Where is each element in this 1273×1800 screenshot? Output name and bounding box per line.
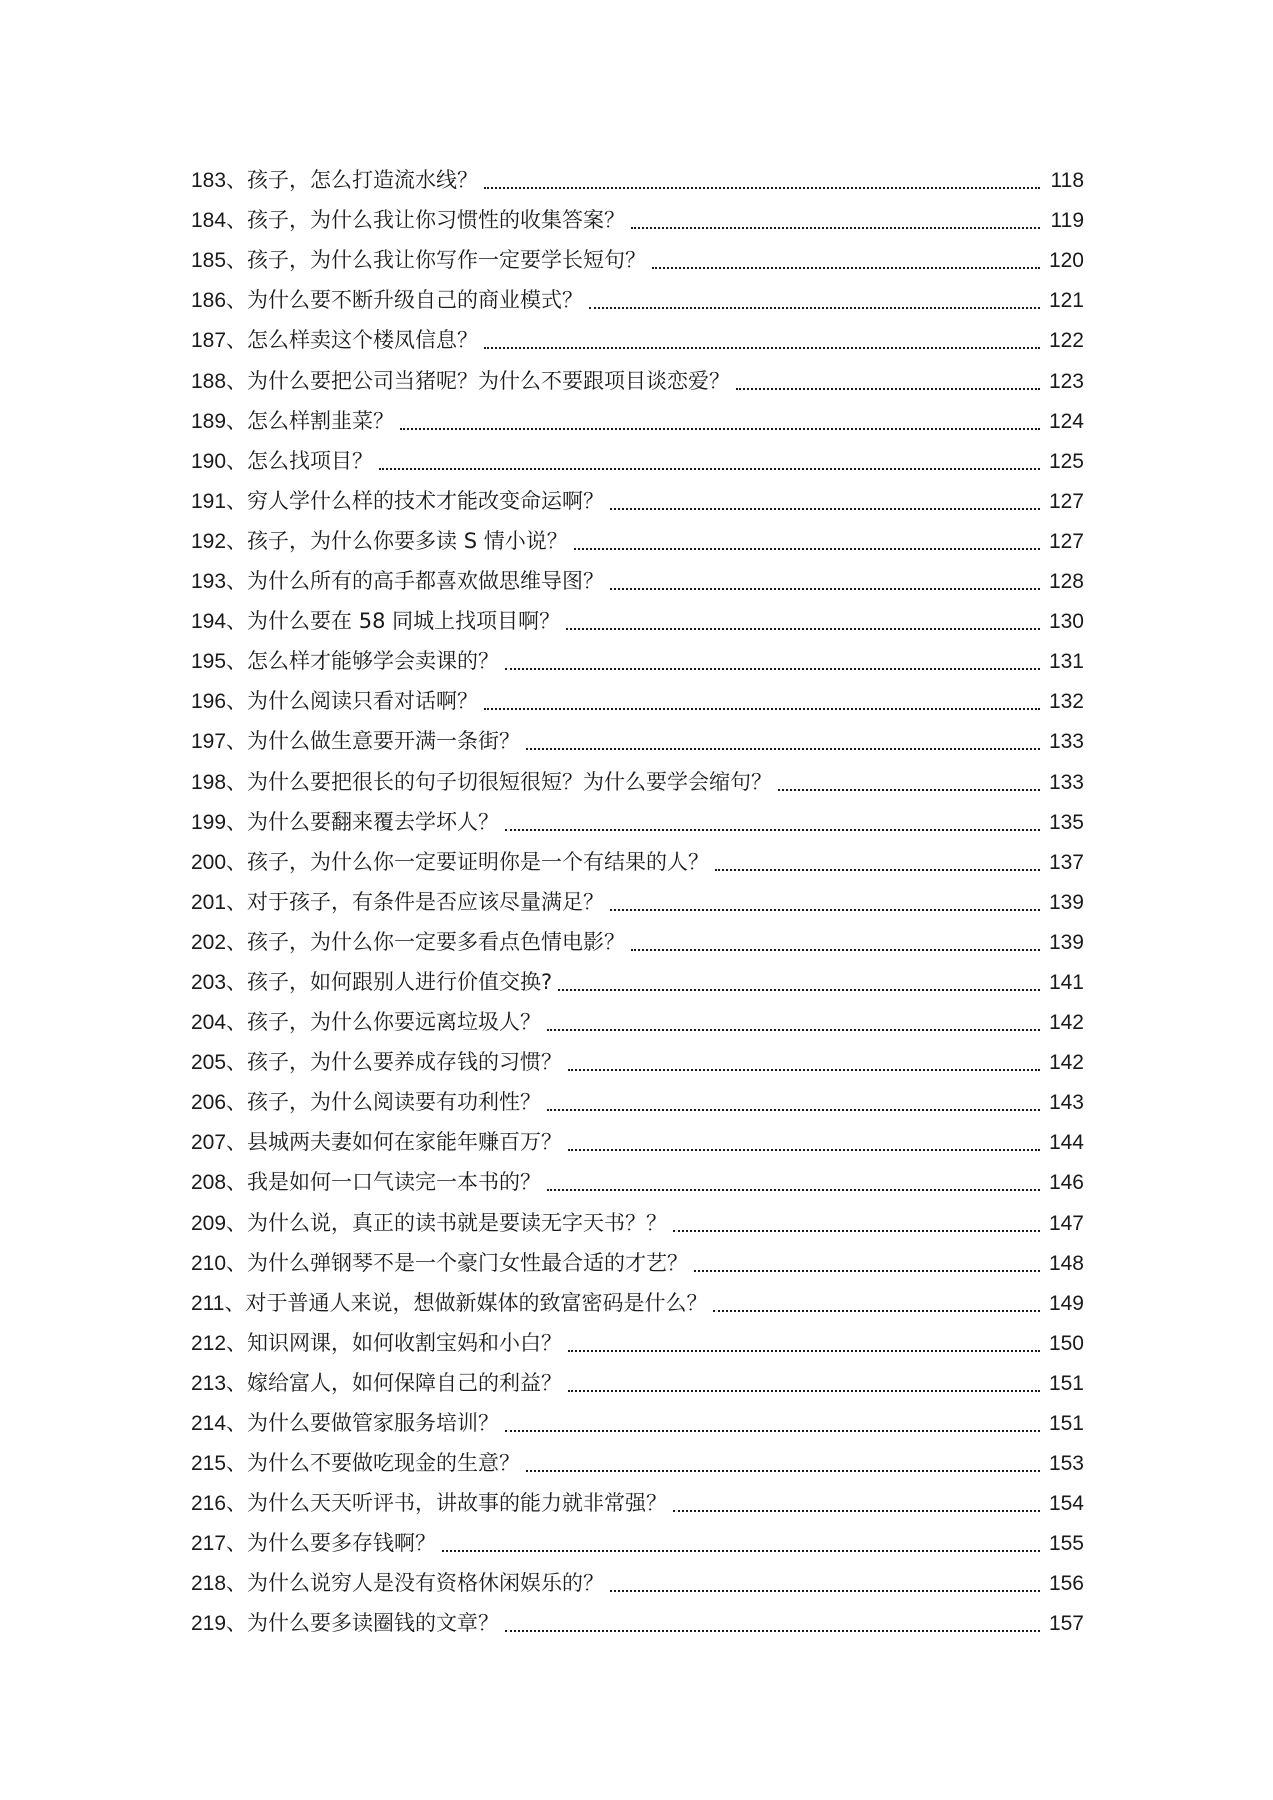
toc-page-number: 150: [1048, 1331, 1084, 1355]
toc-entry-number: 202: [191, 930, 227, 954]
toc-dot-leader: [568, 1384, 1040, 1392]
toc-entry-title: 、怎么样割韭菜？: [226, 408, 395, 433]
toc-entry[interactable]: [191, 195, 1084, 235]
toc-page-number: 124: [1048, 409, 1084, 433]
toc-dot-leader: [505, 662, 1040, 670]
toc-entry-heading: [191, 1209, 667, 1238]
toc-entry-heading: [191, 1489, 667, 1518]
toc-page-number: 135: [1048, 810, 1084, 834]
toc-page-number: 157: [1048, 1612, 1084, 1636]
toc-entry-number: 211: [191, 1291, 225, 1315]
toc-entry[interactable]: [191, 636, 1084, 676]
toc-entry[interactable]: [191, 1518, 1084, 1558]
toc-entry-number: 218: [191, 1572, 227, 1596]
toc-page-number: 139: [1048, 930, 1084, 954]
toc-page-number: 127: [1048, 489, 1084, 513]
toc-entry-title: 、怎么样才能够学会卖课的？: [226, 649, 500, 674]
toc-entry-title: 、为什么弹钢琴不是一个豪门女性最合适的才艺？: [226, 1250, 689, 1275]
toc-dot-leader: [400, 422, 1040, 430]
toc-dot-leader: [631, 221, 1040, 229]
toc-entry-heading: [191, 1128, 562, 1157]
toc-entry[interactable]: [191, 797, 1084, 837]
toc-entry-number: 196: [191, 690, 227, 714]
toc-entry-number: 212: [191, 1331, 227, 1355]
toc-entry-number: 188: [191, 369, 227, 393]
toc-entry-heading: [191, 808, 499, 837]
toc-dot-leader: [568, 1143, 1040, 1151]
toc-dot-leader: [484, 341, 1040, 349]
toc-entry-title: 、嫁给富人，如何保障自己的利益？: [226, 1370, 563, 1395]
toc-entry-number: 184: [191, 209, 227, 233]
toc-dot-leader: [673, 1224, 1040, 1232]
toc-dot-leader: [778, 783, 1040, 791]
toc-entry-heading: [191, 487, 604, 516]
toc-page-number: 148: [1048, 1251, 1084, 1275]
toc-dot-leader: [736, 382, 1040, 390]
toc-entry[interactable]: [191, 556, 1084, 596]
toc-entry[interactable]: [191, 716, 1084, 756]
toc-page-number: 142: [1048, 1011, 1084, 1035]
toc-entry-number: 200: [191, 850, 227, 874]
toc-entry[interactable]: [191, 1278, 1084, 1318]
toc-entry[interactable]: [191, 596, 1084, 636]
toc-entry-heading: [191, 888, 604, 917]
toc-entry-title: 、为什么要做管家服务培训？: [226, 1411, 500, 1435]
toc-dot-leader: [715, 863, 1040, 871]
toc-page-number: 153: [1048, 1452, 1084, 1476]
toc-entry-number: 210: [191, 1251, 227, 1275]
toc-entry-number: 197: [191, 730, 227, 754]
toc-entry[interactable]: [191, 275, 1084, 315]
toc-dot-leader: [547, 1183, 1040, 1191]
toc-dot-leader: [484, 181, 1040, 189]
toc-page-number: 133: [1048, 770, 1084, 794]
toc-page-number: 146: [1048, 1171, 1084, 1195]
toc-entry-heading: [191, 527, 568, 556]
toc-entry-number: 206: [191, 1091, 227, 1115]
toc-entry-number: 189: [191, 409, 227, 433]
toc-entry-title: 、怎么找项目？: [226, 448, 374, 473]
toc-entry-number: 190: [191, 449, 227, 473]
toc-entry-number: 209: [191, 1211, 227, 1235]
toc-entry-title: 、我是如何一口气读完一本书的？: [226, 1170, 542, 1195]
toc-dot-leader: [568, 1344, 1040, 1352]
toc-page-number: 139: [1048, 890, 1084, 914]
toc-entry[interactable]: [191, 396, 1084, 436]
toc-entry-number: 204: [191, 1011, 227, 1035]
toc-dot-leader: [694, 1264, 1040, 1272]
toc-entry-title: 、对于普通人来说，想做新媒体的致富密码是什么？: [224, 1290, 708, 1315]
toc-page-number: 151: [1048, 1412, 1084, 1435]
toc-page-number: 149: [1048, 1291, 1084, 1315]
toc-page-number: 123: [1048, 369, 1084, 393]
toc-entry[interactable]: [191, 756, 1084, 796]
toc-entry-title: 、为什么要把公司当猪呢？为什么不要跟项目谈恋爱？: [226, 368, 731, 393]
toc-entry-title: 、为什么要多存钱啊？: [226, 1531, 437, 1556]
toc-dot-leader: [442, 1544, 1040, 1552]
toc-entry[interactable]: [191, 1117, 1084, 1157]
toc-entry-heading: [191, 1088, 541, 1117]
toc-page-number: 156: [1048, 1572, 1084, 1596]
toc-dot-leader: [505, 1424, 1040, 1432]
toc-entry-number: 214: [191, 1412, 227, 1435]
toc-entry-title: 、为什么天天听评书，讲故事的能力就非常强？: [226, 1491, 668, 1516]
toc-entry[interactable]: [191, 837, 1084, 877]
toc-dot-leader: [526, 1464, 1040, 1472]
toc-entry-heading: [191, 286, 583, 315]
toc-entry-title: 、为什么要翻来覆去学坏人？: [226, 809, 500, 834]
toc-dot-leader: [505, 823, 1040, 831]
toc-entry[interactable]: [191, 516, 1084, 556]
toc-dot-leader: [631, 943, 1040, 951]
toc-dot-leader: [547, 1103, 1040, 1111]
toc-entry-heading: [191, 367, 730, 396]
toc-entry-number: 208: [191, 1171, 227, 1195]
toc-page-number: 120: [1048, 249, 1084, 273]
toc-entry-heading: [191, 768, 772, 797]
toc-entry-title: 、孩子，为什么你要多读 S 情小说？: [226, 528, 568, 553]
toc-entry-title: 、为什么要把很长的句子切很短很短？为什么要学会缩句？: [226, 769, 773, 794]
toc-entry-number: 207: [191, 1131, 227, 1155]
toc-dot-leader: [547, 1023, 1040, 1031]
toc-entry-number: 203: [191, 970, 227, 994]
toc-dot-leader: [566, 622, 1040, 630]
toc-entry[interactable]: [191, 1157, 1084, 1197]
toc-page-number: 154: [1048, 1492, 1084, 1516]
toc-entry-number: 198: [191, 770, 227, 794]
toc-entry-title: 、为什么做生意要开满一条街？: [226, 729, 521, 754]
toc-entry-heading: [191, 687, 478, 716]
toc-entry-heading: [191, 1609, 499, 1638]
toc-dot-leader: [558, 983, 1040, 991]
toc-dot-leader: [652, 261, 1040, 269]
toc-entry[interactable]: [191, 1598, 1084, 1638]
toc-page-number: 119: [1050, 209, 1084, 233]
toc-entry-title: 、县城两夫妻如何在家能年赚百万？: [226, 1130, 563, 1155]
toc-entry-title: 、孩子，为什么你一定要证明你是一个有结果的人？: [226, 849, 710, 874]
toc-page-number: 147: [1048, 1211, 1084, 1235]
toc-entry-title: 、孩子，为什么你要远离垃圾人？: [226, 1010, 542, 1035]
toc-entry-heading: [191, 1168, 541, 1197]
toc-entry[interactable]: [191, 1037, 1084, 1077]
toc-entry-title: 、为什么要不断升级自己的商业模式？: [226, 288, 584, 313]
toc-entry-heading: [191, 1249, 688, 1278]
table-of-contents: [191, 155, 1084, 1638]
toc-entry-heading: [191, 1008, 541, 1037]
toc-entry-heading: [191, 1369, 562, 1398]
toc-dot-leader: [589, 301, 1040, 309]
toc-page-number: 121: [1048, 289, 1084, 313]
toc-entry[interactable]: [191, 1197, 1084, 1237]
toc-entry[interactable]: [191, 1238, 1084, 1278]
toc-dot-leader: [610, 903, 1040, 911]
toc-entry-heading: [191, 1449, 520, 1478]
toc-entry-title: 、为什么说，真正的读书就是要读无字天书？？: [226, 1210, 668, 1235]
toc-page-number: 141: [1048, 970, 1084, 994]
toc-entry[interactable]: [191, 1318, 1084, 1358]
toc-entry-number: 193: [191, 570, 227, 594]
toc-page-number: 122: [1048, 329, 1084, 353]
toc-entry-title: 、为什么阅读只看对话啊？: [226, 689, 479, 714]
toc-entry[interactable]: [191, 917, 1084, 957]
toc-page-number: 125: [1048, 449, 1084, 473]
toc-entry[interactable]: [191, 1077, 1084, 1117]
toc-entry-heading: [191, 727, 520, 756]
toc-page-number: 118: [1050, 169, 1084, 193]
toc-entry-title: 、孩子，为什么你一定要多看点色情电影？: [226, 929, 626, 954]
toc-dot-leader: [713, 1304, 1040, 1312]
toc-dot-leader: [379, 462, 1040, 470]
toc-entry[interactable]: [191, 436, 1084, 476]
toc-dot-leader: [484, 702, 1040, 710]
toc-dot-leader: [673, 1504, 1040, 1512]
toc-entry-number: 199: [191, 810, 227, 834]
toc-entry-heading: [191, 567, 604, 596]
toc-entry[interactable]: [191, 155, 1084, 195]
toc-entry-number: 192: [191, 529, 227, 553]
toc-entry-heading: [191, 326, 478, 355]
toc-entry[interactable]: [191, 476, 1084, 516]
toc-entry-heading: [191, 647, 499, 676]
toc-page-number: 131: [1048, 650, 1084, 674]
toc-dot-leader: [574, 542, 1040, 550]
toc-entry-title: 、孩子，为什么我让你写作一定要学长短句？: [226, 248, 647, 273]
toc-entry[interactable]: [191, 997, 1084, 1037]
toc-entry-number: 216: [191, 1492, 227, 1516]
toc-dot-leader: [526, 742, 1040, 750]
toc-page-number: 133: [1048, 730, 1084, 754]
toc-entry-heading: [191, 1289, 707, 1318]
toc-page-number: 127: [1048, 529, 1084, 553]
toc-entry-title: 、为什么不要做吃现金的生意？: [226, 1451, 521, 1476]
toc-entry[interactable]: [191, 957, 1084, 997]
toc-page-number: 144: [1048, 1131, 1084, 1155]
toc-entry-heading: [191, 1529, 436, 1558]
toc-page-number: 143: [1048, 1091, 1084, 1115]
toc-entry-heading: [191, 246, 646, 275]
toc-page-number: 130: [1048, 610, 1084, 634]
toc-entry-number: 213: [191, 1371, 227, 1395]
toc-entry-title: 、怎么样卖这个楼凤信息？: [226, 328, 479, 353]
toc-page-number: 137: [1048, 850, 1084, 874]
toc-entry[interactable]: [191, 1358, 1084, 1398]
toc-entry-number: 187: [191, 329, 227, 353]
toc-entry-heading: [191, 968, 552, 997]
toc-entry-heading: [191, 1409, 499, 1438]
toc-entry-heading: [191, 1048, 562, 1077]
toc-entry[interactable]: [191, 1438, 1084, 1478]
toc-entry-title: 、为什么所有的高手都喜欢做思维导图？: [226, 569, 605, 594]
toc-page-number: 128: [1048, 570, 1084, 594]
toc-entry-number: 217: [191, 1532, 227, 1556]
toc-entry-heading: [191, 166, 478, 195]
toc-entry[interactable]: [191, 877, 1084, 917]
toc-dot-leader: [610, 1584, 1040, 1592]
toc-entry-heading: [191, 447, 373, 476]
toc-entry[interactable]: [191, 676, 1084, 716]
toc-entry-heading: [191, 607, 560, 636]
toc-page-number: 132: [1048, 690, 1084, 714]
toc-entry[interactable]: [191, 315, 1084, 355]
toc-page-number: 142: [1048, 1051, 1084, 1075]
toc-entry-number: 195: [191, 650, 227, 674]
toc-entry-title: 、为什么说穷人是没有资格休闲娱乐的？: [226, 1571, 605, 1596]
toc-dot-leader: [568, 1063, 1040, 1071]
toc-entry-title: 、孩子，怎么打造流水线？: [226, 168, 479, 193]
toc-entry-title: 、穷人学什么样的技术才能改变命运啊？: [226, 488, 605, 513]
toc-dot-leader: [505, 1624, 1040, 1632]
toc-entry-heading: [191, 206, 625, 235]
toc-page-number: 155: [1048, 1532, 1084, 1556]
toc-entry-heading: [191, 1569, 604, 1598]
toc-entry-heading: [191, 1329, 562, 1358]
toc-dot-leader: [610, 502, 1040, 510]
toc-entry-heading: [191, 848, 709, 877]
toc-entry-title: 、孩子，如何跟别人进行价值交换?: [226, 969, 553, 994]
toc-entry-number: 191: [191, 489, 227, 513]
toc-entry[interactable]: [191, 1558, 1084, 1598]
toc-entry-title: 、孩子，为什么我让你习惯性的收集答案？: [226, 208, 626, 233]
toc-entry[interactable]: [191, 1398, 1084, 1438]
toc-dot-leader: [610, 582, 1040, 590]
toc-entry-title: 、孩子，为什么要养成存钱的习惯？: [226, 1050, 563, 1075]
toc-entry-title: 、对于孩子，有条件是否应该尽量满足？: [226, 889, 605, 914]
toc-entry-number: 205: [191, 1051, 227, 1075]
toc-entry-title: 、孩子，为什么阅读要有功利性？: [226, 1090, 542, 1115]
toc-entry-number: 194: [191, 610, 227, 634]
toc-entry-number: 215: [191, 1452, 227, 1476]
toc-entry-number: 219: [191, 1612, 227, 1636]
toc-entry-number: 183: [191, 169, 227, 193]
toc-entry-number: 185: [191, 249, 227, 273]
toc-entry-number: 201: [191, 890, 227, 914]
toc-entry-number: 186: [191, 289, 227, 313]
toc-entry-title: 、为什么要多读圈钱的文章？: [226, 1611, 500, 1636]
toc-entry-title: 、为什么要在 58 同城上找项目啊？: [226, 609, 561, 634]
toc-entry-title: 、知识网课，如何收割宝妈和小白？: [226, 1330, 563, 1355]
toc-entry[interactable]: [191, 235, 1084, 275]
toc-entry-heading: [191, 928, 625, 957]
toc-entry-heading: [191, 407, 394, 436]
toc-page-number: 151: [1048, 1371, 1084, 1395]
toc-entry[interactable]: [191, 1478, 1084, 1518]
toc-entry[interactable]: [191, 355, 1084, 395]
